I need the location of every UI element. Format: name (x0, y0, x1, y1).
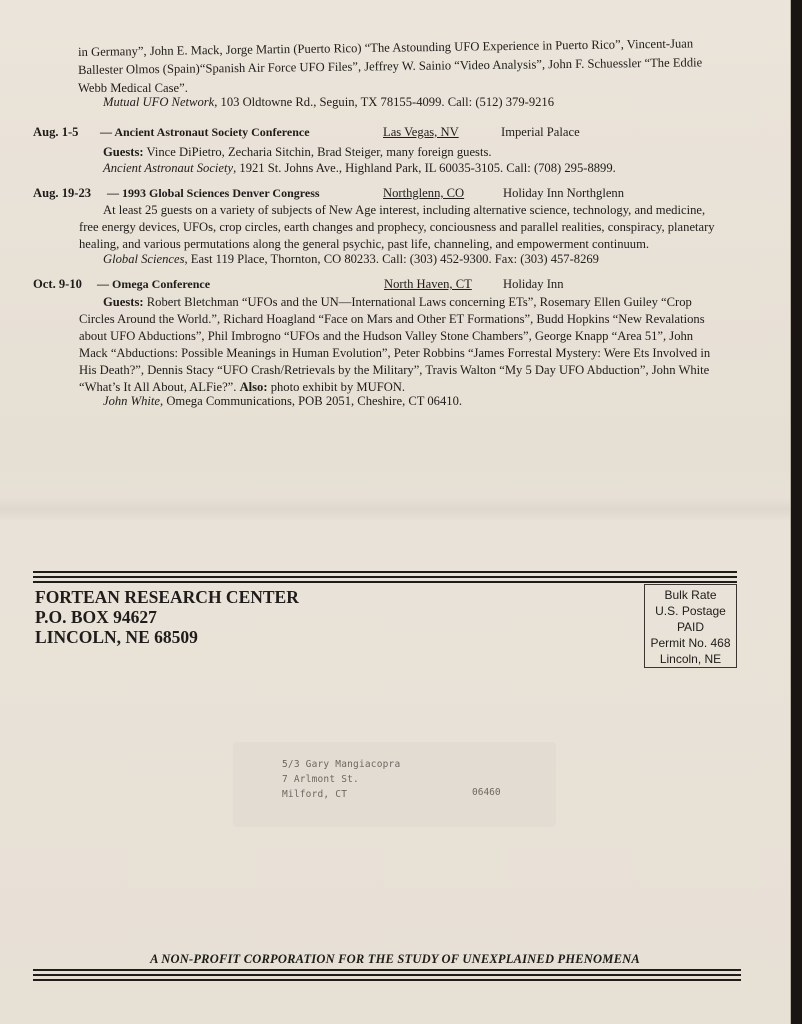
contact-org: Ancient Astronaut Society (103, 161, 234, 175)
contact-org: John White (103, 394, 161, 408)
event-contact (103, 251, 599, 268)
event-contact (103, 393, 462, 410)
event-location: Las Vegas, NV (383, 125, 459, 139)
recipient-line: 7 Arlmont St. (282, 774, 359, 785)
postage-line: Lincoln, NE (659, 652, 722, 666)
event-guests (103, 144, 492, 161)
also-label: Also: (239, 380, 268, 394)
event-description-line: At least 25 guests on a variety of subjects of New Age interest, including alternative science, technology, and medicine, (103, 203, 706, 217)
event-venue: Imperial Palace (501, 125, 580, 139)
page-fold (0, 497, 790, 521)
divider-rule (33, 581, 737, 583)
event-description-line: healing, and various permutations along the general psychic, past life, channeling, and empowerment continuum. (79, 237, 650, 251)
organization-tagline: A NON-PROFIT CORPORATION FOR THE STUDY OF UNEXPLAINED PHENOMENA (150, 952, 640, 966)
postage-line: Bulk Rate (664, 588, 717, 602)
postage-line: U.S. Postage (655, 604, 726, 618)
continuation-line-2: Ballester Olmos (Spain)“Spanish Air Force UFO Files”, Jeffrey W. Sainio “Video Analysis”, John F. Schuessler “The Eddie (78, 55, 703, 77)
recipient-label (282, 757, 400, 802)
contact-details: , 103 Oldtowne Rd., Seguin, TX 78155-4099. Call: (512) 379-9216 (214, 95, 555, 109)
return-address-line: P.O. BOX 94627 (35, 607, 157, 627)
event-guests (103, 294, 692, 311)
event-location: Northglenn, CO (383, 186, 465, 200)
postage-indicia (644, 584, 737, 668)
guests-list: Robert Bletchman “UFOs and the UN—International Laws concerning ETs”, Rosemary Ellen Guiley “Crop (143, 295, 692, 309)
event-description-line: His Death?”, Dennis Stacy “UFO Crash/Retrievals by the Military”, Travis Walton “My 5 Day UFO Abduction”, John White (79, 363, 710, 377)
divider-rule (33, 974, 741, 976)
event-line-text: “What’s It All About, ALFie?”. (79, 380, 237, 394)
recipient-line: Milford, CT (282, 789, 348, 800)
divider-rule (33, 969, 741, 971)
event-venue: Holiday Inn (503, 277, 564, 291)
postage-line: Permit No. 468 (650, 636, 731, 650)
event-description-line: free energy devices, UFOs, crop circles, earth changes and prophecy, conciousness and parallel realities, conspiracy, planetary (79, 220, 715, 234)
event-location: North Haven, CT (384, 277, 472, 291)
also-text: photo exhibit by MUFON. (267, 380, 406, 394)
contact-org: Mutual UFO Network (103, 95, 215, 109)
return-address-line: FORTEAN RESEARCH CENTER (35, 587, 299, 607)
recipient-zip: 06460 (472, 787, 501, 798)
divider-rule (33, 571, 737, 573)
return-address (35, 587, 299, 647)
continuation-contact (103, 94, 554, 111)
event-title: — 1993 Global Sciences Denver Congress (107, 186, 320, 200)
postage-line: PAID (676, 620, 705, 634)
event-venue: Holiday Inn Northglenn (503, 186, 625, 200)
divider-rule (33, 979, 741, 981)
event-date: Oct. 9-10 (33, 277, 82, 291)
contact-details: , East 119 Place, Thornton, CO 80233. Call: (303) 452-9300. Fax: (303) 457-8269 (184, 252, 599, 266)
contact-details: , 1921 St. Johns Ave., Highland Park, IL 60035-3105. Call: (708) 295-8899. (233, 161, 616, 175)
guests-label: Guests: (103, 295, 144, 309)
divider-rule (33, 576, 737, 578)
continuation-line-1: in Germany”, John E. Mack, Jorge Martin (Puerto Rico) “The Astounding UFO Experience in Puerto Rico”, Vincent-Juan (78, 36, 694, 59)
event-date: Aug. 1-5 (33, 125, 79, 139)
event-description-line: Mack “Abductions: Possible Meanings in Human Evolution”, Peter Robbins “James Forrestal Mystery: Were Ets Involved in (79, 346, 711, 360)
guests-list: Vince DiPietro, Zecharia Sitchin, Brad Steiger, many foreign guests. (143, 145, 492, 159)
contact-details: , Omega Communications, POB 2051, Cheshire, CT 06410. (160, 394, 463, 408)
guests-label: Guests: (103, 145, 144, 159)
event-description-line: Circles Around the World.”, Richard Hoagland “Face on Mars and Other ET Formations”, Budd Hopkins “New Revalations (79, 312, 705, 326)
return-address-line: LINCOLN, NE 68509 (35, 627, 198, 647)
event-title: — Ancient Astronaut Society Conference (100, 125, 310, 139)
recipient-line: 5/3 Gary Mangiacopra (282, 759, 401, 770)
event-description-line: about UFO Abductions”, Phil Imbrogno “UFOs and the Hudson Valley Stone Chambers”, George Knapp “Area 51”, John (79, 329, 694, 343)
contact-org: Global Sciences (103, 252, 185, 266)
continuation-line-3: Webb Medical Case”. (78, 81, 188, 95)
event-contact (103, 160, 616, 177)
event-title: — Omega Conference (97, 277, 211, 291)
event-date: Aug. 19-23 (33, 186, 92, 200)
